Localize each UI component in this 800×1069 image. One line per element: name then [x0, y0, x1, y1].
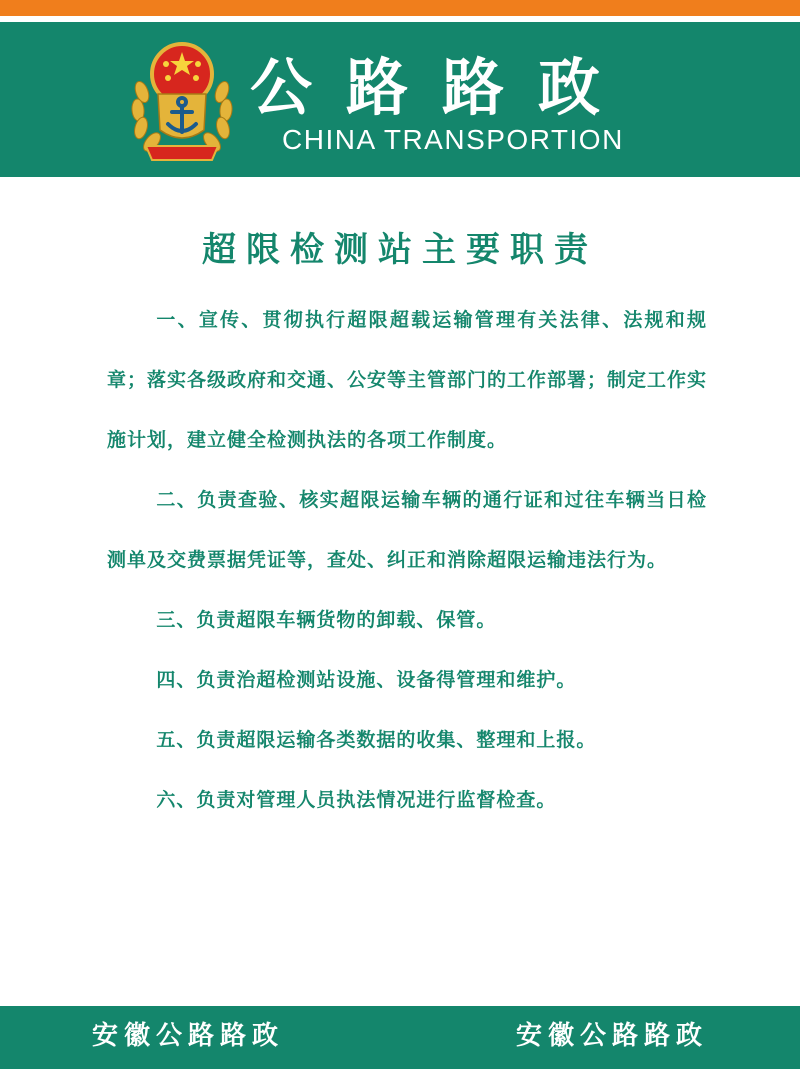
footer-text-right: 安徽公路路政	[516, 1021, 709, 1051]
header-title-english: CHINA TRANSPORTION	[282, 124, 624, 155]
top-orange-stripe	[0, 0, 800, 16]
header-title-chinese: 公路路政	[250, 51, 635, 124]
duty-paragraph-4: 四、负责治超检测站设施、设备得管理和维护。	[156, 669, 577, 691]
document-title: 超限检测站主要职责	[202, 230, 598, 270]
transport-law-enforcement-emblem-icon	[128, 34, 236, 166]
duty-paragraph-5: 五、负责超限运输各类数据的收集、整理和上报。	[156, 729, 597, 751]
duty-list	[107, 290, 707, 830]
duty-paragraph-2: 二、负责查验、核实超限运输车辆的通行证和过往车辆当日检测单及交费票据凭证等，查处、纠正和消除超限运输违法行为。	[107, 489, 707, 571]
duty-paragraph-3: 三、负责超限车辆货物的卸载、保管。	[156, 609, 497, 631]
footer-text-left: 安徽公路路政	[92, 1021, 285, 1051]
duty-paragraph-6: 六、负责对管理人员执法情况进行监督检查。	[156, 789, 557, 811]
duty-paragraph-1: 一、宣传、贯彻执行超限超载运输管理有关法律、法规和规章；落实各级政府和交通、公安等主管部门的工作部署；制定工作实施计划，建立健全检测执法的各项工作制度。	[107, 309, 708, 451]
